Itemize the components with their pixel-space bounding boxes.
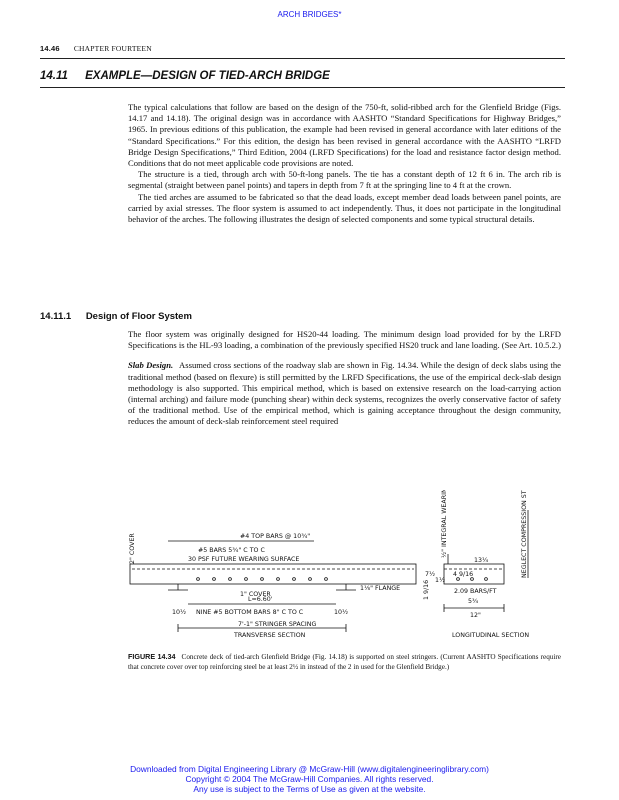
- section-paragraph-1: The typical calculations that follow are based on the design of the 750-ft, solid-ribbed arch for the Glenfield Bridge (Figs. 14.17 and 14.18). The original design was in accordance with AASHTO “Standard Specifications for Highway Bridges,” 1965. In previous editions of this publication, the example had been revised in general accordance with later editions of the “Standard Specifications.” For this edition, the design has been revised in general accordance with the AASHTO “LRFD Bridge Design Specifications,” Third Edition, 2004 (LRFD Specifications) for the load and resistance factor design method. Conditions that do not meet applicable code provisions are noted.: [128, 102, 561, 169]
- label-cover-1: 1" COVER: [240, 591, 271, 598]
- section-heading: EXAMPLE—DESIGN OF TIED-ARCH BRIDGE: [85, 70, 330, 82]
- slab-design-paragraph: [128, 360, 561, 427]
- section-paragraph-3: The tied arches are assumed to be fabricated so that the dead loads, except member dead loads between panel points, are carried by axial stresses. The floor system is assumed to act independently. Thus, it does not participate in the longitudinal behavior of the arches. The following illustrates the design of selected components and some typical structural details.: [128, 191, 561, 225]
- footer-line-3[interactable]: Any use is subject to the Terms of Use as given at the website.: [193, 784, 426, 794]
- running-head: ARCH BRIDGES*: [277, 10, 342, 19]
- footer-line-1[interactable]: Downloaded from Digital Engineering Library @ McGraw-Hill (www.digitalengineeringlibrary.com): [130, 764, 489, 774]
- label-integral: ½" INTEGRAL WEARING SURFACE: [441, 490, 448, 558]
- floor-system-paragraph: The floor system was originally designed for HS20-44 loading. The minimum design load provided for by the LRFD Specifications is the HL-93 loading, a combination of the previously specified HS20 truck and lane loading. (See Art. 10.5.2.): [128, 329, 561, 351]
- label-four-ninesixteen: 4 9/16: [453, 571, 474, 578]
- section-body: [128, 102, 561, 225]
- slab-design-text: Assumed cross sections of the roadway slab are shown in Fig. 14.34. While the design of deck slabs using the traditional method (based on flexure) is still permitted by the LRFD Specifications, the use of the empirical deck-slab design methodology is also supported. This empirical method, which is based on extensive research on the load-carrying action (internal arching) and failure mode (punching shear) within deck systems, recognizes the overly conservative factor of safety of the traditional method. Use of the empirical method, which is gaining acceptance throughout the design community, reduces the amount of deck-slab reinforcement steel required: [128, 360, 561, 427]
- label-top-bars: #4 TOP BARS @ 10¾": [240, 533, 311, 540]
- stringer-right: [336, 584, 356, 590]
- longitudinal-bars: [457, 578, 488, 581]
- label-longitudinal: LONGITUDINAL SECTION: [452, 632, 530, 639]
- label-twelve: 12": [470, 612, 481, 619]
- label-neglect: NEGLECT COMPRESSION STEEL: [521, 490, 528, 578]
- section-number: 14.11: [40, 70, 68, 82]
- label-bottom-bars: NINE #5 BOTTOM BARS 8" C TO C: [196, 609, 304, 616]
- label-bars-per-ft: 2.09 BARS/FT: [454, 588, 497, 595]
- subsection-number: 14.11.1: [40, 311, 72, 322]
- folio: [40, 44, 152, 53]
- label-seven-half: 7½: [425, 571, 436, 578]
- label-psf: 30 PSF FUTURE WEARING SURFACE: [188, 556, 300, 563]
- figure-14-34: [128, 490, 561, 640]
- label-five-quarter: 5¾: [468, 598, 479, 605]
- label-one-half: 1½: [435, 577, 446, 584]
- deck-section-drawing: [128, 490, 561, 640]
- label-one-nine: 1 9/16: [423, 579, 430, 600]
- header-rule: [40, 58, 565, 59]
- label-cover-2: 2" COVER: [129, 533, 136, 564]
- subsection-heading: Design of Floor System: [85, 311, 192, 322]
- subsection-body: [128, 329, 561, 428]
- label-transverse: TRANSVERSE SECTION: [234, 632, 306, 639]
- label-bars-5: #5 BARS 5¾" C TO C: [198, 547, 265, 554]
- label-stringer: 7'-1" STRINGER SPACING: [238, 621, 317, 628]
- page-number: 14.46: [40, 44, 60, 53]
- figure-caption: [128, 652, 561, 672]
- section-paragraph-2: The structure is a tied, through arch with 50-ft-long panels. The tie has a constant depth of 12 ft 6 in. The arch rib is segmental (straight between panel points) and tapers in depth from 7 ft at the springing line to 4 ft at the crown.: [128, 169, 561, 191]
- caption-text: Concrete deck of tied-arch Glenfield Bridge (Fig. 14.18) is supported on steel stringers. (Current AASHTO Specifications require that concrete cover over top reinforcing steel be at least 2½ in instead of the 2 in used for the Glenfield Bridge.): [128, 653, 561, 671]
- chapter-label: CHAPTER FOURTEEN: [73, 44, 152, 53]
- label-dim-right: 10½: [334, 609, 349, 616]
- label-dim-left: 10½: [172, 609, 187, 616]
- label-flange: 1⅛" FLANGE: [360, 585, 401, 592]
- section-rule: [40, 87, 565, 88]
- section-title: [40, 70, 330, 82]
- slab-outline: [130, 564, 416, 584]
- footer-line-2: Copyright © 2004 The McGraw-Hill Companies. All rights reserved.: [185, 774, 434, 784]
- caption-label: FIGURE 14.34: [128, 652, 176, 661]
- download-footer: [0, 764, 619, 794]
- subsection-title: [40, 311, 192, 322]
- slab-design-heading: Slab Design.: [128, 360, 174, 371]
- label-l-span: L=6.60': [248, 596, 273, 603]
- stringer-left: [168, 584, 188, 590]
- label-thirteen: 13¼: [474, 557, 489, 564]
- bottom-bars: [197, 578, 328, 581]
